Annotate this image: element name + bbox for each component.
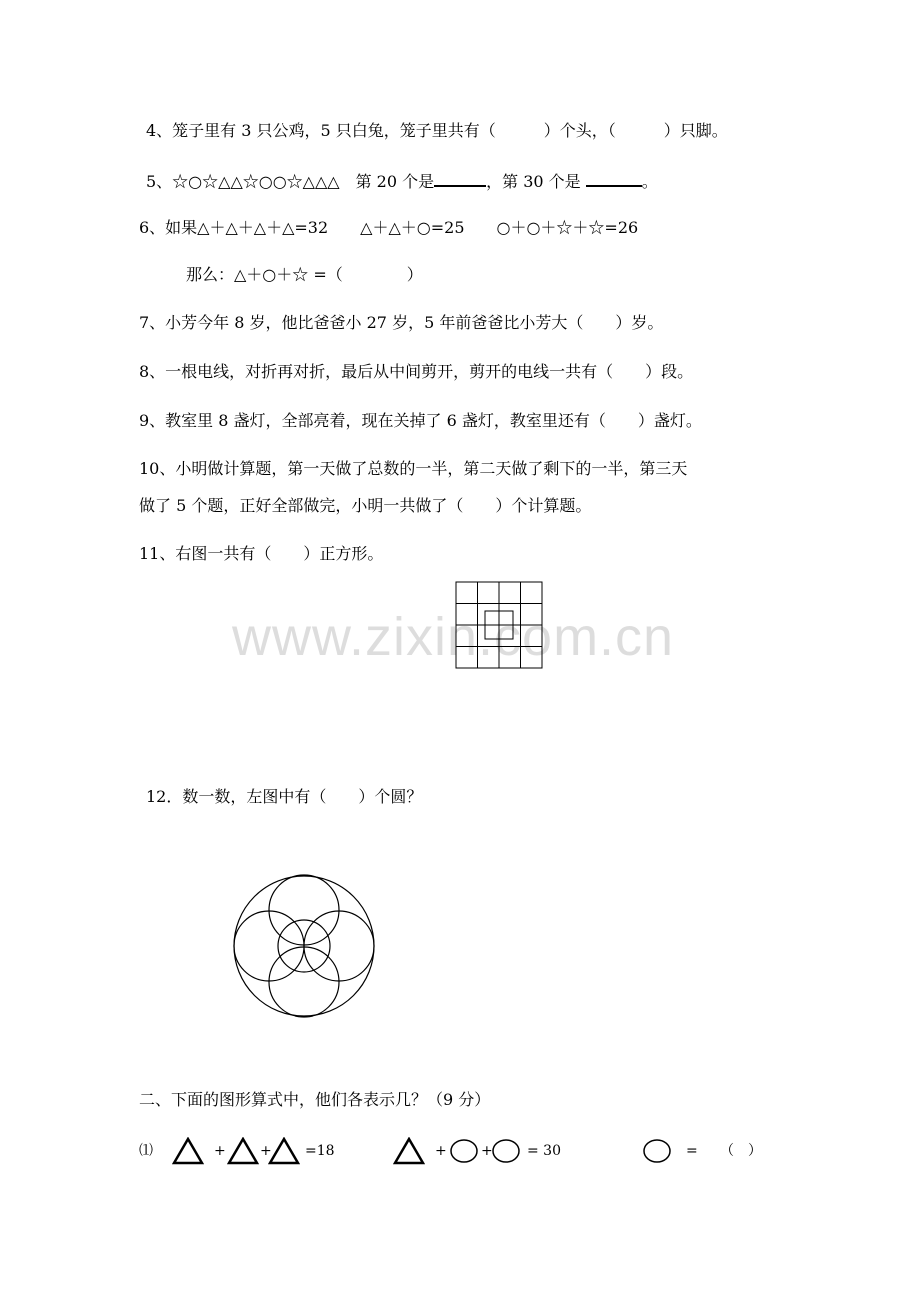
triangle-icon xyxy=(172,1137,204,1165)
question-9: 9、教室里 8 盏灯，全部亮着，现在关掉了 6 盏灯，教室里还有（ ）盏灯。 xyxy=(139,411,702,430)
equation-2-result: = 30 xyxy=(527,1143,561,1159)
question-5-end: 。 xyxy=(641,172,658,191)
question-8: 8、一根电线，对折再对折，最后从中间剪开，剪开的电线一共有（ ）段。 xyxy=(139,362,694,381)
plus-sign: + xyxy=(435,1143,447,1159)
question-4: 4、笼子里有 3 只公鸡，5 只白兔，笼子里共有（ ）个头，（ ）只脚。 xyxy=(146,121,728,140)
answer-blank[interactable] xyxy=(586,169,642,187)
equation-1-result: =18 xyxy=(305,1143,335,1159)
circle-icon xyxy=(449,1138,479,1164)
question-6-line-1: 6、如果△＋△＋△＋△=32 △＋△＋○=25 ○＋○＋☆＋☆=26 xyxy=(139,218,639,237)
question-10-line-1: 10、小明做计算题，第一天做了总数的一半，第二天做了剩下的一半，第三天 xyxy=(139,459,688,478)
equals-sign: = xyxy=(686,1143,698,1159)
answer-parentheses[interactable]: （ ） xyxy=(720,1143,762,1159)
overlapping-circles-figure xyxy=(228,874,380,1018)
question-7: 7、小芳今年 8 岁，他比爸爸小 27 岁，5 年前爸爸比小芳大（ ）岁。 xyxy=(139,313,664,332)
section-2-title: 二、下面的图形算式中，他们各表示几？（9 分） xyxy=(139,1090,491,1109)
answer-blank[interactable] xyxy=(434,169,486,187)
triangle-icon xyxy=(268,1137,300,1165)
triangle-icon xyxy=(393,1137,425,1165)
watermark: www.zixin.com.cn xyxy=(232,607,675,667)
triangle-icon xyxy=(227,1137,259,1165)
square-grid-figure xyxy=(455,581,545,671)
question-12: 12．数一数，左图中有（ ）个圆？ xyxy=(146,787,423,806)
question-6-line-2: 那么：△＋○＋☆ =（ ） xyxy=(186,265,423,284)
question-5-mid: ，第 30 个是 xyxy=(486,172,586,191)
plus-sign: + xyxy=(260,1143,272,1159)
circle-icon xyxy=(642,1138,672,1164)
question-5 xyxy=(146,169,658,192)
question-10-line-2: 做了 5 个题，正好全部做完，小明一共做了（ ）个计算题。 xyxy=(139,496,592,515)
plus-sign: + xyxy=(214,1143,226,1159)
question-5-sequence: 5、☆○☆△△☆○○☆△△△ 第 20 个是 xyxy=(146,172,435,191)
plus-sign: + xyxy=(481,1143,493,1159)
circle-icon xyxy=(491,1138,521,1164)
question-11: 11、右图一共有（ ）正方形。 xyxy=(139,544,384,563)
equation-number: ⑴ xyxy=(139,1143,153,1159)
